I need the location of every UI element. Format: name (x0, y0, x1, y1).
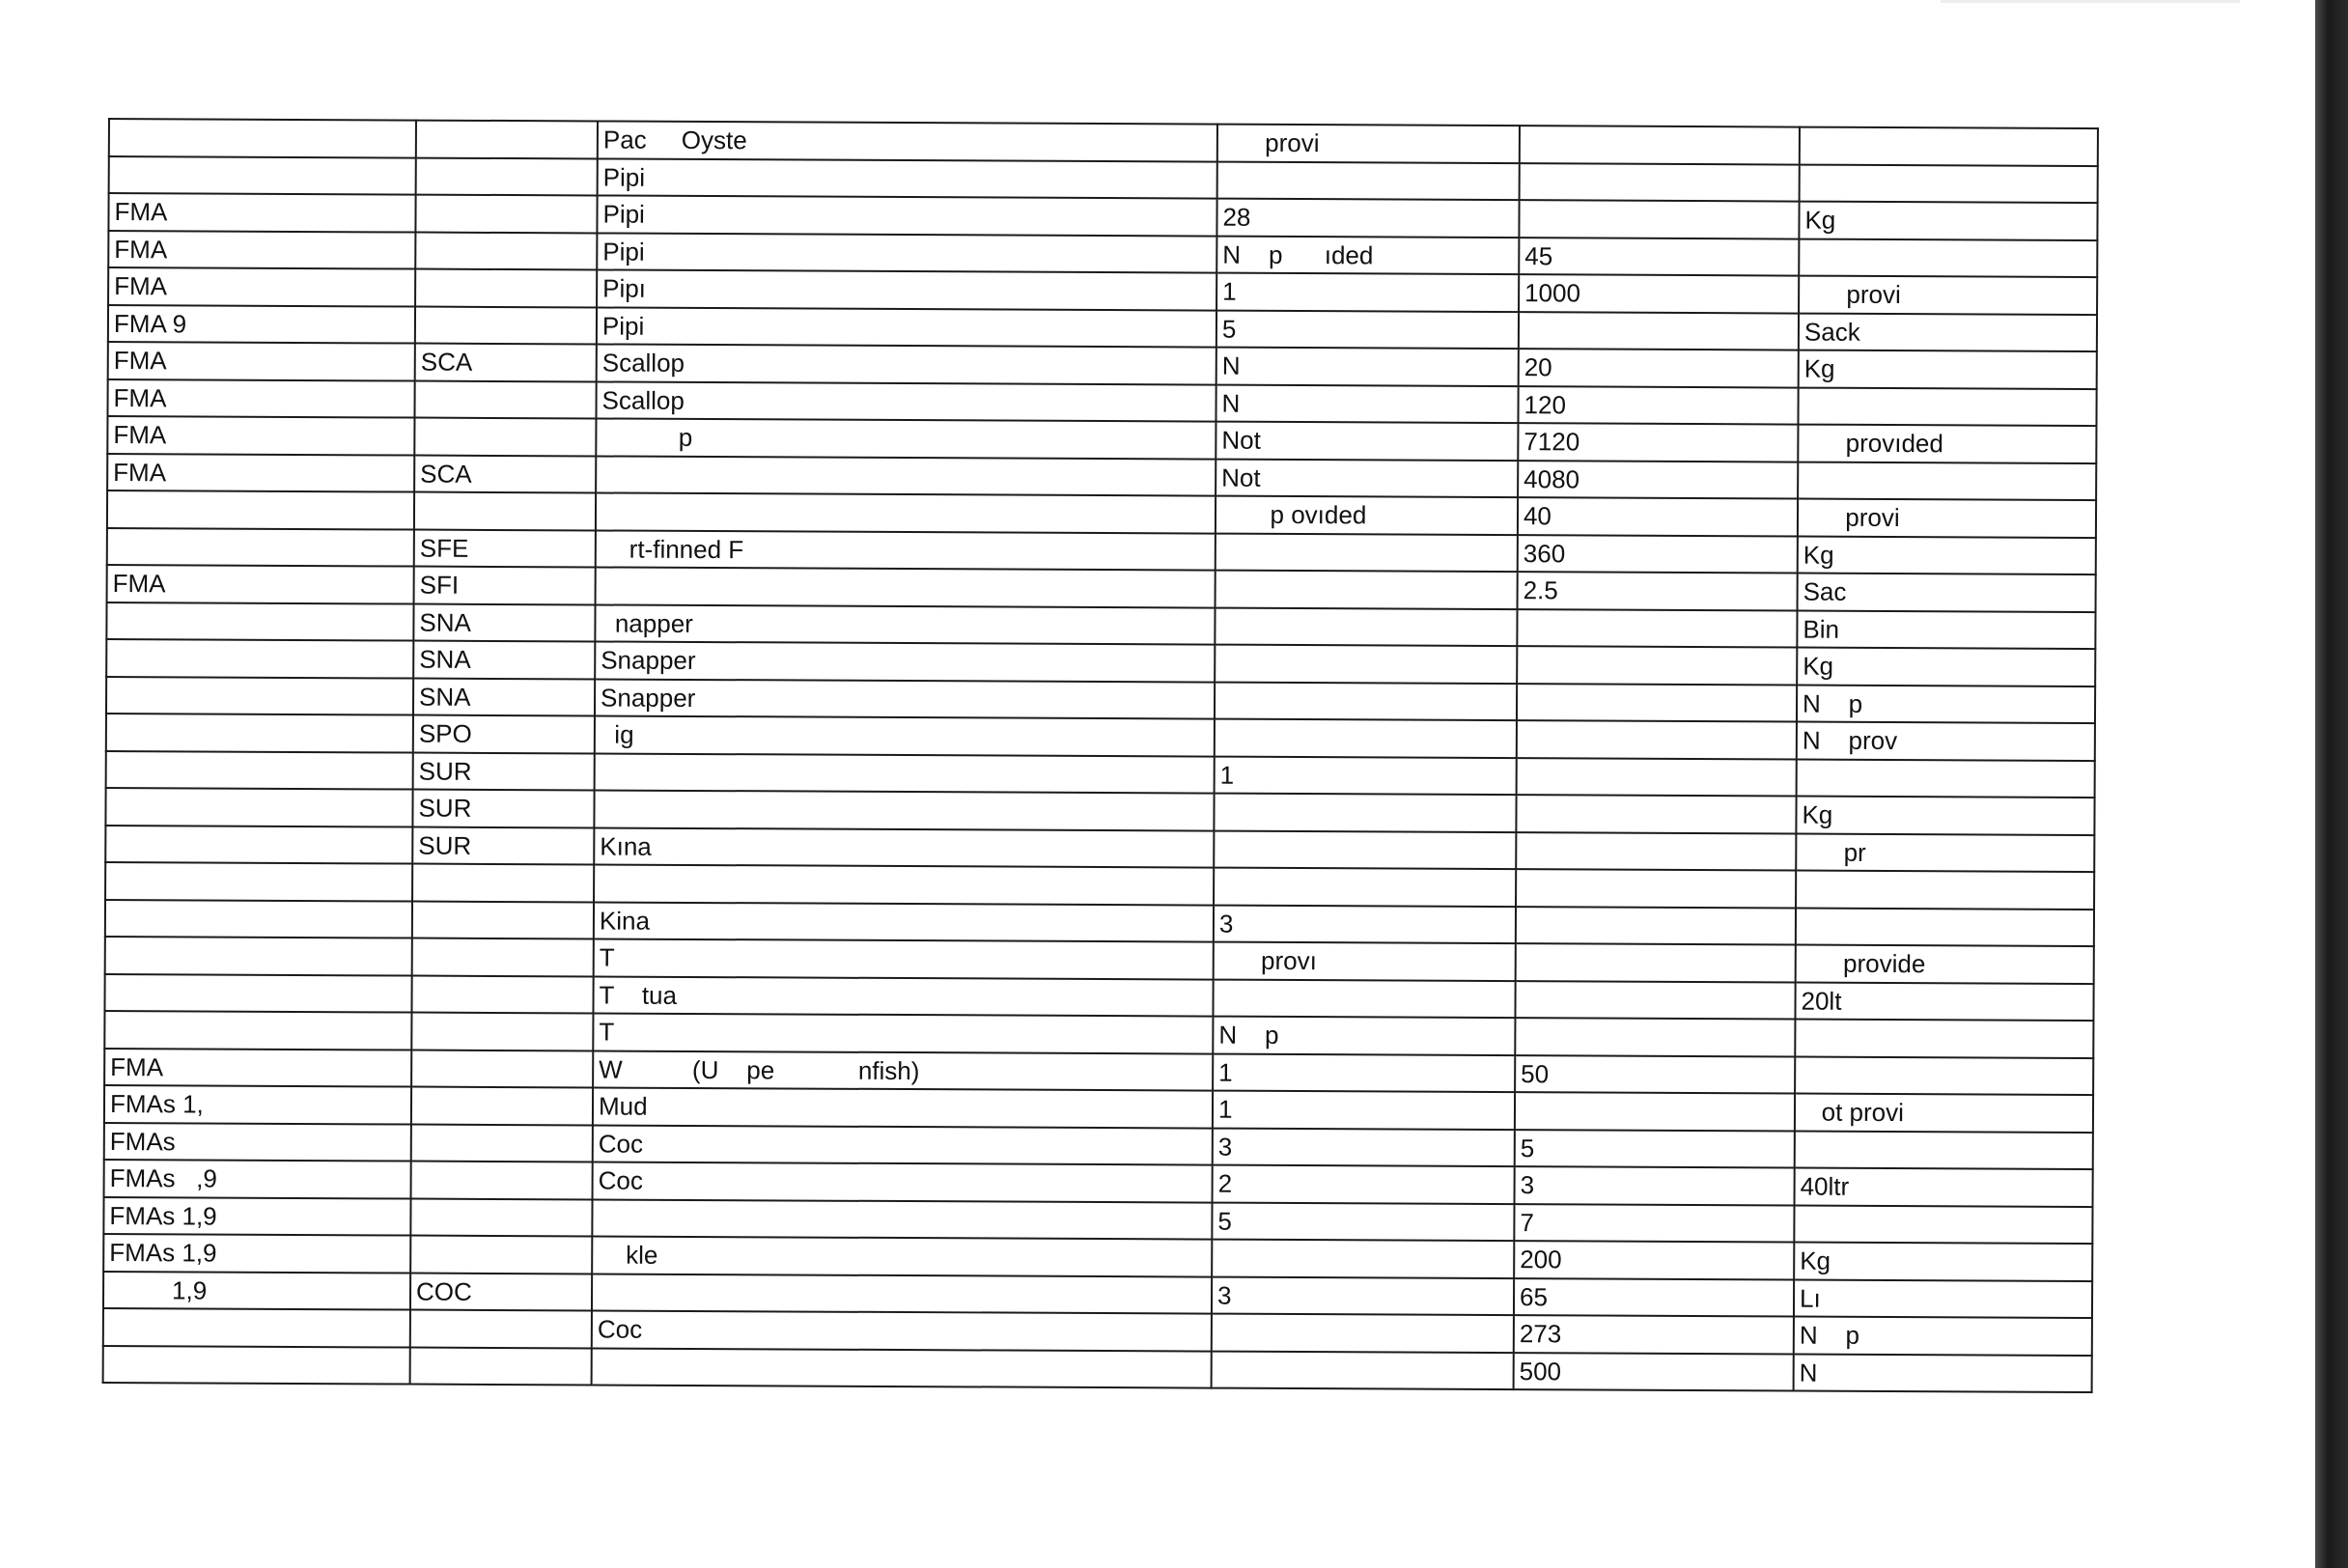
species-cell: kle (592, 1236, 1212, 1276)
quantity-cell (1217, 161, 1520, 200)
area-cell (106, 602, 413, 640)
amount-cell (1517, 720, 1797, 759)
amount-cell: 200 (1514, 1241, 1794, 1279)
area-cell: FMA (107, 379, 414, 418)
species-cell: Kına (594, 827, 1214, 868)
quantity-cell: 2 (1213, 1165, 1515, 1204)
quantity-cell (1215, 607, 1517, 646)
area-cell (105, 862, 412, 901)
area-cell: FMA (104, 1048, 411, 1086)
amount-cell (1515, 1018, 1795, 1056)
code-cell: SFI (414, 567, 596, 604)
scan-artifact (1941, 0, 2240, 3)
quantity-cell (1214, 868, 1516, 907)
species-cell: Mud (593, 1087, 1213, 1128)
amount-cell (1516, 907, 1796, 945)
species-cell: Scallop (596, 381, 1216, 422)
quantity-cell: N p ıded (1216, 236, 1519, 274)
amount-cell: 273 (1514, 1315, 1794, 1354)
code-cell (410, 1198, 592, 1236)
code-cell (414, 380, 596, 418)
data-table (102, 118, 2099, 1393)
unit-cell (1795, 1056, 2093, 1095)
species-cell (592, 1199, 1212, 1240)
code-cell: SNA (413, 603, 595, 641)
area-cell (105, 788, 412, 826)
unit-cell (1798, 387, 2096, 426)
area-cell (106, 639, 413, 678)
area-cell (104, 973, 411, 1012)
unit-cell: 20lt (1795, 982, 2093, 1021)
unit-cell: provide (1796, 945, 2094, 984)
quantity-cell: 1 (1216, 273, 1519, 312)
quantity-cell: 1 (1213, 1053, 1515, 1092)
quantity-cell: 1 (1213, 1091, 1515, 1130)
quantity-cell (1215, 719, 1517, 758)
area-cell (106, 714, 413, 752)
unit-cell: Lı (1794, 1279, 2092, 1318)
area-cell: FMA (107, 565, 414, 603)
code-cell: SFE (414, 529, 596, 567)
amount-cell (1517, 758, 1797, 797)
code-cell (415, 269, 597, 307)
area-cell (106, 750, 413, 789)
amount-cell (1520, 126, 1800, 164)
unit-cell: pr (1796, 833, 2094, 872)
amount-cell (1516, 832, 1796, 871)
unit-cell: ot provi (1795, 1094, 2093, 1133)
species-cell: Pipi (597, 307, 1216, 348)
unit-cell: Kg (1799, 350, 2097, 389)
quantity-cell: 1 (1215, 756, 1517, 795)
amount-cell (1516, 795, 1796, 833)
species-cell: Snapper (595, 641, 1215, 682)
unit-cell: Kg (1794, 1243, 2092, 1281)
quantity-cell: 3 (1214, 905, 1516, 943)
area-cell (105, 825, 412, 863)
unit-cell (1798, 462, 2096, 500)
area-cell: 1,9 (103, 1271, 410, 1309)
unit-cell: Kg (1799, 202, 2097, 240)
species-cell (594, 864, 1214, 905)
code-cell (414, 492, 596, 530)
code-cell: SUR (413, 752, 595, 790)
code-cell (411, 1124, 593, 1162)
quantity-cell (1213, 979, 1515, 1018)
unit-cell: 40ltr (1795, 1168, 2093, 1207)
code-cell (415, 306, 597, 344)
code-cell (410, 1310, 592, 1348)
unit-cell: Sac (1798, 574, 2096, 612)
quantity-cell (1212, 1351, 1514, 1389)
unit-cell (1796, 871, 2094, 910)
area-cell (103, 1345, 410, 1384)
amount-cell: 4080 (1518, 461, 1798, 499)
species-cell (592, 1274, 1212, 1314)
code-cell: SNA (413, 678, 595, 715)
quantity-cell (1215, 645, 1517, 684)
amount-cell: 7120 (1518, 423, 1798, 462)
amount-cell: 3 (1515, 1166, 1795, 1205)
quantity-cell: N (1216, 384, 1518, 423)
species-cell: napper (595, 604, 1215, 645)
area-cell: FMA (108, 231, 415, 269)
code-cell (412, 901, 594, 938)
amount-cell (1517, 609, 1797, 648)
amount-cell: 7 (1514, 1204, 1794, 1243)
code-cell (416, 121, 598, 158)
area-cell: FMAs 1,9 (103, 1196, 410, 1235)
unit-cell (1796, 908, 2094, 946)
area-cell (105, 937, 412, 975)
code-cell: SCA (414, 455, 596, 492)
table-body (103, 119, 2098, 1392)
area-cell (103, 1308, 410, 1347)
species-cell: ig (595, 715, 1215, 756)
quantity-cell (1215, 682, 1517, 720)
species-cell (596, 456, 1216, 496)
species-cell: T (593, 1013, 1213, 1053)
species-cell: Coc (593, 1125, 1213, 1165)
amount-cell: 40 (1518, 497, 1798, 536)
species-cell: Pipı (597, 269, 1216, 310)
species-cell (596, 492, 1216, 533)
unit-cell: provi (1798, 499, 2096, 538)
area-cell: FMAs 1, (104, 1085, 411, 1124)
species-cell: Pipi (597, 233, 1216, 273)
unit-cell: N prov (1797, 722, 2095, 761)
species-cell (594, 790, 1214, 830)
area-cell (104, 1011, 411, 1050)
amount-cell: 120 (1518, 386, 1798, 425)
amount-cell (1515, 1092, 1795, 1131)
amount-cell (1519, 200, 1799, 238)
scanner-edge (2315, 0, 2348, 1568)
code-cell (411, 1087, 593, 1125)
area-cell: FMA (108, 267, 415, 306)
species-cell: Snapper (595, 679, 1215, 719)
species-cell: Pipi (598, 158, 1217, 199)
code-cell: SNA (413, 641, 595, 679)
code-cell (415, 232, 597, 269)
quantity-cell: 3 (1213, 1128, 1515, 1166)
area-cell (109, 156, 416, 195)
quantity-cell: Not (1216, 459, 1518, 497)
code-cell (411, 975, 593, 1013)
area-cell (107, 527, 414, 566)
code-cell (410, 1236, 592, 1274)
area-cell: FMA 9 (108, 305, 415, 344)
unit-cell: provi (1799, 276, 2097, 315)
quantity-cell: 5 (1216, 310, 1519, 349)
code-cell (411, 1013, 593, 1050)
area-cell: FMAs ,9 (104, 1160, 411, 1198)
code-cell (411, 1050, 593, 1087)
amount-cell: 20 (1519, 349, 1799, 387)
amount-cell: 50 (1515, 1055, 1795, 1094)
quantity-cell (1214, 794, 1516, 832)
species-cell (596, 567, 1216, 607)
quantity-cell (1216, 571, 1518, 609)
unit-cell (1797, 759, 2095, 798)
area-cell (109, 119, 416, 157)
quantity-cell: Not (1216, 422, 1518, 461)
unit-cell: Kg (1796, 797, 2094, 835)
code-cell (410, 1347, 592, 1385)
amount-cell: 45 (1519, 238, 1799, 276)
unit-cell (1794, 1205, 2092, 1244)
quantity-cell: N p (1213, 1017, 1515, 1055)
quantity-cell (1216, 533, 1518, 572)
area-cell: FMA (107, 416, 414, 455)
area-cell: FMAs (104, 1122, 411, 1161)
species-cell: Coc (593, 1162, 1213, 1202)
code-cell: COC (410, 1273, 592, 1310)
species-cell: W (U pe nfish) (593, 1050, 1213, 1091)
species-cell (595, 753, 1215, 794)
code-cell: SPO (413, 715, 595, 753)
area-cell: FMA (108, 342, 415, 380)
quantity-cell: p ovıded (1216, 496, 1518, 535)
amount-cell (1517, 684, 1797, 722)
amount-cell (1519, 312, 1799, 350)
unit-cell (1795, 1131, 2093, 1169)
quantity-cell: provı (1214, 942, 1516, 981)
code-cell (416, 157, 598, 195)
species-cell: p (596, 418, 1216, 459)
unit-cell: Sack (1799, 313, 2097, 351)
code-cell (415, 195, 597, 233)
amount-cell: 360 (1518, 535, 1798, 574)
amount-cell: 2.5 (1518, 572, 1798, 610)
code-cell (412, 864, 594, 902)
amount-cell: 1000 (1519, 274, 1799, 313)
quantity-cell: 3 (1212, 1276, 1514, 1315)
species-cell: Coc (592, 1310, 1212, 1351)
amount-cell: 5 (1515, 1130, 1795, 1168)
species-cell: T tua (593, 976, 1213, 1017)
unit-cell: N (1794, 1354, 2092, 1392)
amount-cell (1520, 163, 1800, 202)
area-cell (105, 899, 412, 938)
species-cell (592, 1348, 1212, 1388)
code-cell (411, 1162, 593, 1199)
code-cell (414, 418, 596, 456)
amount-cell: 500 (1514, 1353, 1794, 1391)
unit-cell (1800, 127, 2098, 166)
species-cell: Scallop (597, 344, 1216, 384)
code-cell (412, 938, 594, 976)
species-cell: T (594, 938, 1214, 979)
quantity-cell (1212, 1240, 1514, 1278)
area-cell (107, 490, 414, 529)
quantity-cell (1212, 1314, 1514, 1353)
quantity-cell: N (1216, 348, 1519, 386)
area-cell (106, 676, 413, 714)
unit-cell: Kg (1798, 536, 2096, 574)
quantity-cell: 5 (1212, 1202, 1514, 1241)
unit-cell (1799, 238, 2097, 277)
species-cell: Pipi (597, 195, 1216, 236)
amount-cell (1515, 981, 1795, 1020)
code-cell: SUR (412, 826, 594, 864)
unit-cell: N p (1797, 685, 2095, 723)
code-cell: SCA (415, 344, 597, 381)
area-cell: FMA (108, 193, 415, 232)
unit-cell: N p (1794, 1317, 2092, 1356)
amount-cell: 65 (1514, 1278, 1794, 1317)
quantity-cell: provi (1217, 125, 1520, 163)
quantity-cell (1214, 830, 1516, 869)
area-cell: FMA (107, 454, 414, 492)
quantity-cell: 28 (1216, 199, 1519, 238)
species-cell: rt-finned F (596, 530, 1216, 571)
unit-cell (1800, 164, 2098, 203)
amount-cell (1517, 646, 1797, 685)
unit-cell (1795, 1020, 2093, 1058)
amount-cell (1516, 869, 1796, 908)
species-cell: Pac Oyste (598, 121, 1217, 161)
unit-cell: Bin (1797, 610, 2095, 649)
amount-cell (1516, 943, 1796, 982)
code-cell: SUR (412, 790, 594, 827)
area-cell: FMAs 1,9 (103, 1234, 410, 1273)
unit-cell: Kg (1797, 648, 2095, 686)
unit-cell: provıded (1798, 425, 2096, 463)
species-cell: Kina (594, 902, 1214, 942)
